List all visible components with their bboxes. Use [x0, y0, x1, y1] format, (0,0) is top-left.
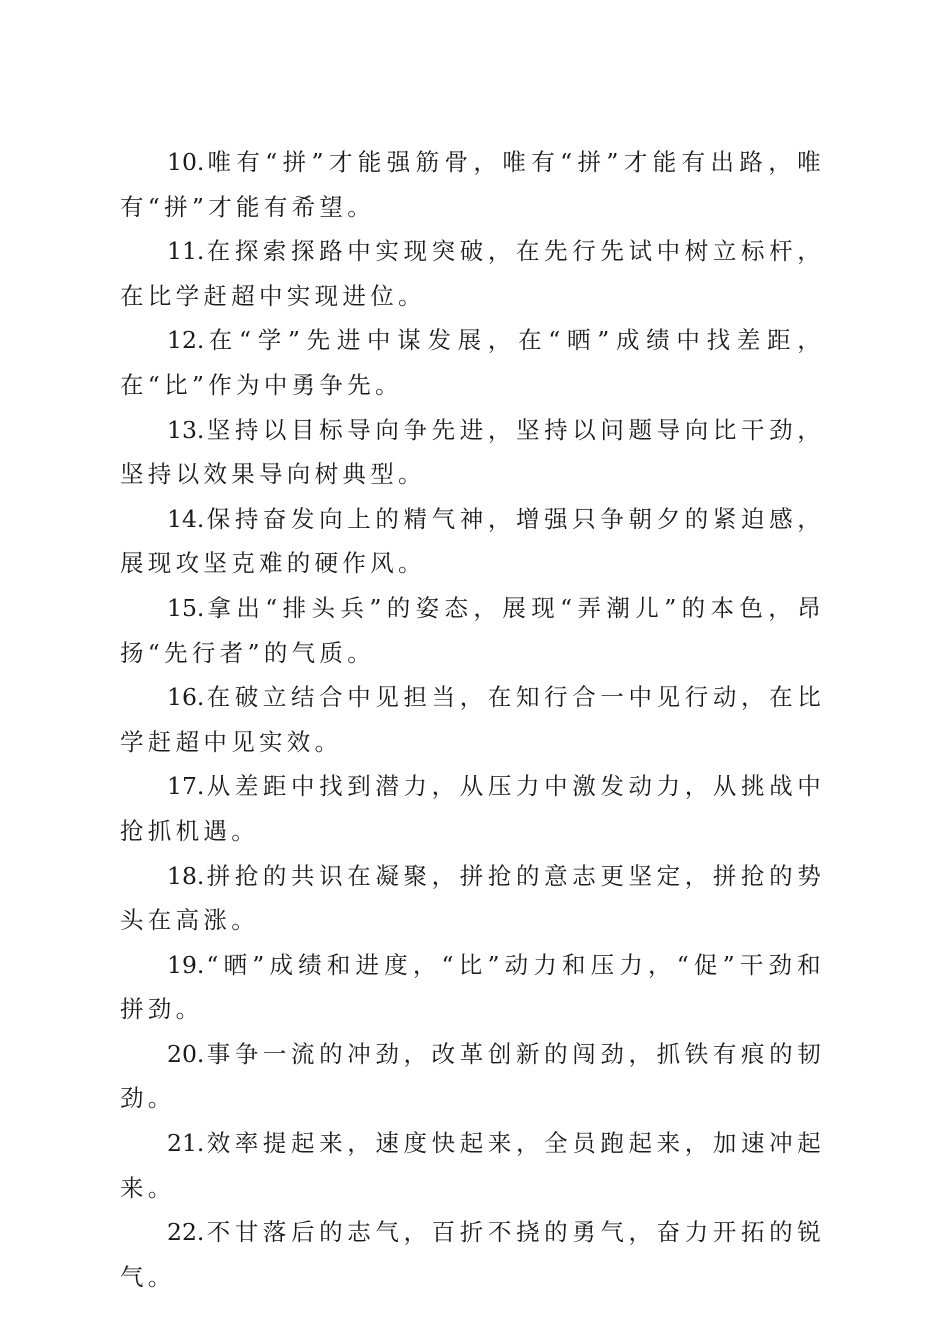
- list-item: [120, 318, 825, 407]
- item-number: 16.: [167, 683, 205, 712]
- list-item: [120, 764, 825, 853]
- item-text: 不甘落后的志气，百折不挠的勇气，奋力开拓的锐气。: [120, 1218, 825, 1291]
- item-number: 13.: [167, 415, 205, 444]
- list-item: [120, 229, 825, 318]
- item-text: 在破立结合中见担当，在知行合一中见行动，在比学赶超中见实效。: [120, 683, 825, 756]
- list-item: [120, 408, 825, 497]
- list-item: [120, 497, 825, 586]
- item-text: 保持奋发向上的精气神，增强只争朝夕的紧迫感，展现攻坚克难的硬作风。: [120, 504, 825, 578]
- item-number: 20.: [167, 1039, 205, 1068]
- list-item: [120, 1210, 825, 1299]
- list-item: [120, 675, 825, 764]
- item-number: 15.: [167, 593, 205, 622]
- item-number: 21.: [167, 1129, 205, 1158]
- item-number: 22.: [167, 1218, 205, 1247]
- item-text: 拼抢的共识在凝聚，拼抢的意志更坚定，拼抢的势头在高涨。: [120, 861, 825, 935]
- item-text: 坚持以目标导向争先进，坚持以问题导向比干劲，坚持以效果导向树典型。: [120, 415, 825, 489]
- document-body: [120, 140, 825, 1299]
- item-number: 17.: [167, 772, 205, 801]
- item-text: 在探索探路中实现突破，在先行先试中树立标杆，在比学赶超中实现进位。: [120, 237, 825, 310]
- item-text: 从差距中找到潜力，从压力中激发动力，从挑战中抢抓机遇。: [120, 772, 825, 845]
- list-item: [120, 1032, 825, 1121]
- item-number: 14.: [167, 504, 205, 533]
- item-number: 19.: [167, 950, 205, 979]
- item-number: 12.: [167, 326, 205, 355]
- list-item: [120, 586, 825, 675]
- list-item: [120, 140, 825, 229]
- item-number: 11.: [167, 237, 205, 266]
- item-number: 18.: [167, 861, 205, 890]
- item-number: 10.: [167, 148, 205, 176]
- item-text: “晒”成绩和进度，“比”动力和压力，“促”干劲和拼劲。: [120, 950, 825, 1024]
- list-item: [120, 854, 825, 943]
- item-text: 唯有“拼”才能强筋骨，唯有“拼”才能有出路，唯有“拼”才能有希望。: [120, 148, 825, 221]
- item-text: 事争一流的冲劲，改革创新的闯劲，抓铁有痕的韧劲。: [120, 1039, 825, 1113]
- item-text: 效率提起来，速度快起来，全员跑起来，加速冲起来。: [120, 1129, 825, 1202]
- list-item: [120, 1121, 825, 1210]
- item-text: 拿出“排头兵”的姿态，展现“弄潮儿”的本色，昂扬“先行者”的气质。: [120, 593, 825, 667]
- item-text: 在“学”先进中谋发展，在“晒”成绩中找差距，在“比”作为中勇争先。: [120, 326, 825, 399]
- list-item: [120, 943, 825, 1032]
